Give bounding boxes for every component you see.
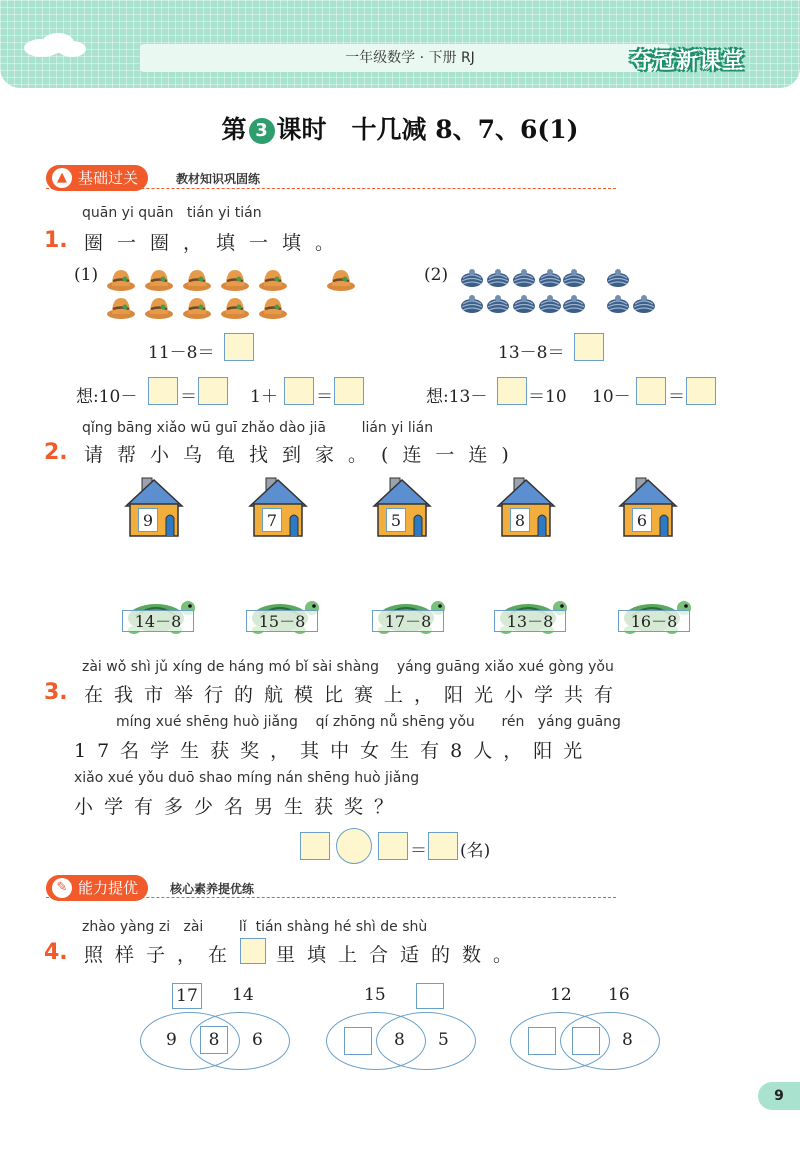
q1-pinyin: quān yi quān tián yi tián: [82, 205, 262, 221]
q4-text-a: 照样子，在: [84, 944, 240, 966]
operator-circle[interactable]: [336, 828, 372, 864]
q1-part2-think: 想:13－: [426, 387, 488, 407]
equals-sign: ＝: [316, 387, 333, 407]
venn-mid-number: 8: [394, 1030, 405, 1050]
hat-icon: [106, 266, 136, 292]
section-advanced-label: 能力提优: [78, 879, 139, 897]
yarn-ball-icon: [606, 268, 630, 288]
answer-box[interactable]: [378, 832, 408, 860]
answer-box[interactable]: [224, 333, 254, 361]
cloud-icon: [22, 32, 88, 58]
number-box: 8: [200, 1026, 228, 1054]
turtle-expression[interactable]: 17－8: [372, 610, 444, 632]
equals-sign: ＝: [668, 387, 685, 407]
q1-text: 圈一圈，填一填。: [84, 232, 349, 254]
answer-box[interactable]: [497, 377, 527, 405]
venn-right-number: 8: [622, 1030, 633, 1050]
yarn-ball-icon: [512, 268, 536, 288]
turtle-expression[interactable]: 14－8: [122, 610, 194, 632]
yarn-ball-icon: [632, 294, 656, 314]
yarn-ball-icon: [606, 294, 630, 314]
top-number: 16: [608, 985, 630, 1005]
hat-icon: [220, 294, 250, 320]
q3-pinyin-1: zài wǒ shì jǔ xíng de háng mó bǐ sài shàng yáng guāng xiǎo xué gòng yǒu: [82, 659, 614, 675]
section-basic-label: 基础过关: [78, 169, 139, 187]
q1-part1-label: (1): [74, 265, 99, 285]
hat-icon: [144, 266, 174, 292]
answer-box[interactable]: [300, 832, 330, 860]
answer-box[interactable]: [428, 832, 458, 860]
yarn-ball-icon: [460, 294, 484, 314]
answer-box[interactable]: [284, 377, 314, 405]
answer-box[interactable]: [528, 1027, 556, 1055]
yarn-ball-icon: [538, 268, 562, 288]
answer-box[interactable]: [636, 377, 666, 405]
top-number: 14: [232, 985, 254, 1005]
pencil-icon: ✎: [52, 878, 72, 898]
mountain-icon: ▲: [52, 168, 72, 188]
q3-number: 3.: [44, 680, 68, 705]
title-prefix: 第: [221, 115, 247, 144]
q4-text-b: 里填上合适的数。: [276, 944, 525, 966]
page-title: [0, 110, 800, 146]
answer-box[interactable]: [198, 377, 228, 405]
number-box: 17: [172, 983, 202, 1009]
q1-part2-label: (2): [424, 265, 449, 285]
hat-icon: [182, 266, 212, 292]
q1-part1-think: 想:10－: [76, 387, 138, 407]
page-number: 9: [758, 1082, 800, 1110]
equals-sign: ＝: [180, 387, 197, 407]
q2-pinyin: qǐng bāng xiǎo wū guī zhǎo dào jiā lián yi lián: [82, 420, 434, 436]
q4-pinyin: zhào yàng zi zài lǐ tián shàng hé shì de shù: [82, 919, 428, 935]
answer-box-sample: [240, 938, 266, 964]
q2-number: 2.: [44, 440, 68, 465]
house-number: 6: [632, 508, 652, 532]
q3-pinyin-2: míng xué shēng huò jiǎng qí zhōng nǚ shēng yǒu rén yáng guāng: [116, 714, 621, 730]
hat-icon: [258, 294, 288, 320]
q3-text-1: 在我市举行的航模比赛上，阳光小学共有: [84, 684, 625, 706]
q1-number: 1.: [44, 228, 68, 253]
yarn-ball-icon: [562, 294, 586, 314]
q3-text-3: 小学有多少名男生获奖？: [74, 796, 405, 818]
answer-box[interactable]: [572, 1027, 600, 1055]
yarn-ball-icon: [512, 294, 536, 314]
hat-icon: [106, 294, 136, 320]
q3-pinyin-3: xiǎo xué yǒu duō shao míng nán shēng huò jiǎng: [74, 770, 420, 786]
q1-part1-plus: 1＋: [250, 387, 278, 407]
q1-part2-minus: 10－: [592, 387, 631, 407]
q2-text: 请帮小乌龟找到家。(连一连): [84, 444, 523, 466]
q1-part2-mid: ＝10: [528, 387, 567, 407]
q4-number: 4.: [44, 940, 68, 965]
equals-sign: ＝: [410, 841, 427, 861]
yarn-ball-icon: [538, 294, 562, 314]
hat-icon: [258, 266, 288, 292]
top-number: 15: [364, 985, 386, 1005]
turtle-expression[interactable]: 13－8: [494, 610, 566, 632]
yarn-ball-icon: [562, 268, 586, 288]
q1-part1-equation: 11－8＝: [148, 343, 215, 363]
top-number: 12: [550, 985, 572, 1005]
q1-part2-equation: 13－8＝: [498, 343, 565, 363]
house-number: 8: [510, 508, 530, 532]
q3-text-2: 17名学生获奖，其中女生有8人，阳光: [74, 740, 594, 762]
title-text: 课时 十几减 8、7、6(1): [276, 115, 579, 144]
house-number: 9: [138, 508, 158, 532]
answer-box[interactable]: [574, 333, 604, 361]
turtle-expression[interactable]: 16－8: [618, 610, 690, 632]
lesson-number-badge: 3: [249, 118, 275, 144]
hat-icon: [144, 294, 174, 320]
house-number: 5: [386, 508, 406, 532]
unit-label: (名): [460, 841, 491, 861]
answer-box[interactable]: [344, 1027, 372, 1055]
venn-right-number: 6: [252, 1030, 263, 1050]
section-basic-pill: [46, 165, 148, 191]
grade-label: 一年级数学 · 下册 RJ: [345, 50, 475, 66]
answer-box[interactable]: [148, 377, 178, 405]
yarn-ball-icon: [460, 268, 484, 288]
turtle-expression[interactable]: 15－8: [246, 610, 318, 632]
yarn-ball-icon: [486, 294, 510, 314]
answer-box[interactable]: [686, 377, 716, 405]
answer-box[interactable]: [416, 983, 444, 1009]
brand-logo: 夺冠新课堂: [630, 49, 746, 74]
answer-box[interactable]: [334, 377, 364, 405]
venn-right-number: 5: [438, 1030, 449, 1050]
hat-icon: [182, 294, 212, 320]
venn-left-number: 9: [166, 1030, 177, 1050]
house-number: 7: [262, 508, 282, 532]
venn-ellipse-right: [376, 1012, 476, 1070]
yarn-ball-icon: [486, 268, 510, 288]
hat-icon: [326, 266, 356, 292]
section-basic-subtitle: 教材知识巩固练: [176, 172, 261, 186]
hat-icon: [220, 266, 250, 292]
section-advanced-subtitle: 核心素养提优练: [170, 882, 255, 896]
section-advanced-pill: [46, 875, 148, 901]
